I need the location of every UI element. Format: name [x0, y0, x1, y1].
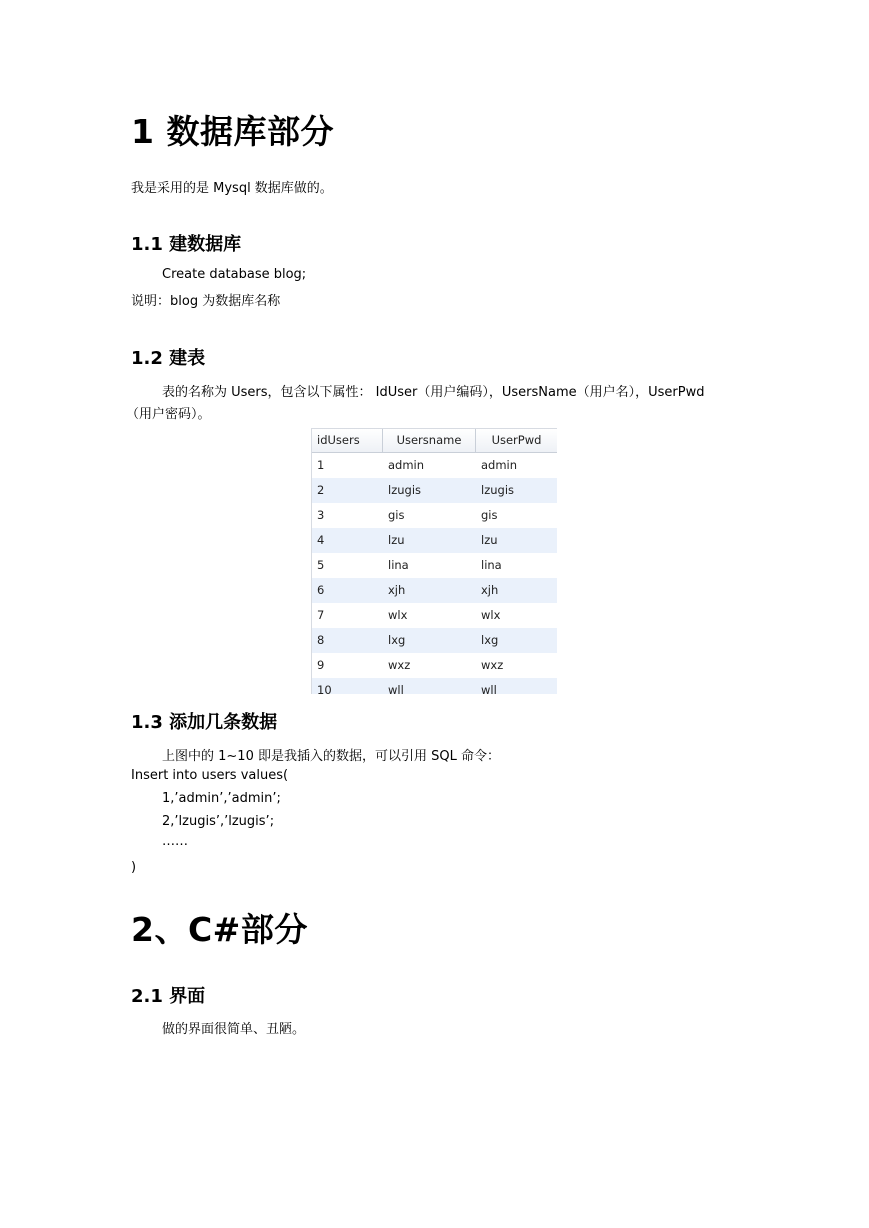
cell-id: 8	[317, 633, 325, 647]
insert-desc: 上图中的 1~10 即是我插入的数据，可以引用 SQL 命令：	[162, 749, 500, 764]
cell-password: xjh	[481, 583, 499, 597]
cell-id: 10	[317, 683, 332, 694]
users-table-header	[312, 429, 557, 453]
cell-password: lxg	[481, 633, 499, 647]
table-row	[312, 653, 557, 678]
cell-password: wll	[481, 683, 497, 694]
cell-id: 9	[317, 658, 325, 672]
create-db-note: 说明：blog 为数据库名称	[131, 294, 281, 309]
cell-id: 2	[317, 483, 325, 497]
table-desc-line1: 表的名称为 Users，包含以下属性： IdUser（用户编码），UsersName（用户名），UserPwd	[162, 385, 705, 400]
cell-id: 6	[317, 583, 325, 597]
section-1-1-heading: 1.1 建数据库	[131, 234, 242, 255]
section-1-2-heading: 1.2 建表	[131, 348, 206, 369]
insert-code-line-2: 1,’admin’,’admin’;	[162, 791, 281, 806]
users-table-screenshot	[311, 428, 557, 694]
table-row	[312, 603, 557, 628]
section-2-1-heading: 2.1 界面	[131, 986, 206, 1007]
insert-code-line-3: 2,’lzugis’,’lzugis’;	[162, 814, 275, 829]
table-row	[312, 503, 557, 528]
table-row	[312, 453, 557, 478]
cell-username: lzu	[388, 533, 405, 547]
table-desc-line2: （用户密码）。	[126, 407, 211, 422]
section-1-intro: 我是采用的是 Mysql 数据库做的。	[131, 181, 333, 196]
cell-id: 5	[317, 558, 325, 572]
cell-password: lzu	[481, 533, 498, 547]
insert-code-close: )	[131, 860, 137, 875]
insert-code-line-1: Insert into users values(	[131, 768, 289, 783]
cell-id: 7	[317, 608, 325, 622]
table-row	[312, 478, 557, 503]
cell-username: wlx	[388, 608, 408, 622]
cell-password: wlx	[481, 608, 501, 622]
column-header-userpwd: UserPwd	[491, 433, 542, 447]
cell-password: gis	[481, 508, 498, 522]
table-row	[312, 578, 557, 603]
cell-username: admin	[388, 458, 425, 472]
cell-id: 4	[317, 533, 325, 547]
column-header-idusers: idUsers	[312, 429, 383, 452]
cell-password: wxz	[481, 658, 504, 672]
table-row	[312, 528, 557, 553]
table-row	[312, 553, 557, 578]
cell-id: 1	[317, 458, 325, 472]
section-1-3-heading: 1.3 添加几条数据	[131, 712, 278, 733]
interface-desc: 做的界面很简单、丑陋。	[162, 1022, 306, 1037]
section-2-heading: 2、C#部分	[131, 910, 308, 949]
table-row	[312, 678, 557, 694]
cell-username: wll	[388, 683, 404, 694]
create-db-code: Create database blog;	[162, 267, 307, 282]
cell-username: lxg	[388, 633, 406, 647]
insert-code-ellipsis: ……	[162, 834, 188, 849]
section-1-heading: 1 数据库部分	[131, 112, 334, 151]
cell-password: lina	[481, 558, 502, 572]
cell-password: lzugis	[481, 483, 515, 497]
cell-password: admin	[481, 458, 518, 472]
table-row	[312, 628, 557, 653]
cell-username: gis	[388, 508, 405, 522]
column-header-usersname: Usersname	[383, 429, 476, 452]
cell-username: xjh	[388, 583, 406, 597]
cell-username: wxz	[388, 658, 411, 672]
users-table-body	[312, 453, 557, 694]
cell-id: 3	[317, 508, 325, 522]
cell-username: lina	[388, 558, 409, 572]
cell-username: lzugis	[388, 483, 422, 497]
